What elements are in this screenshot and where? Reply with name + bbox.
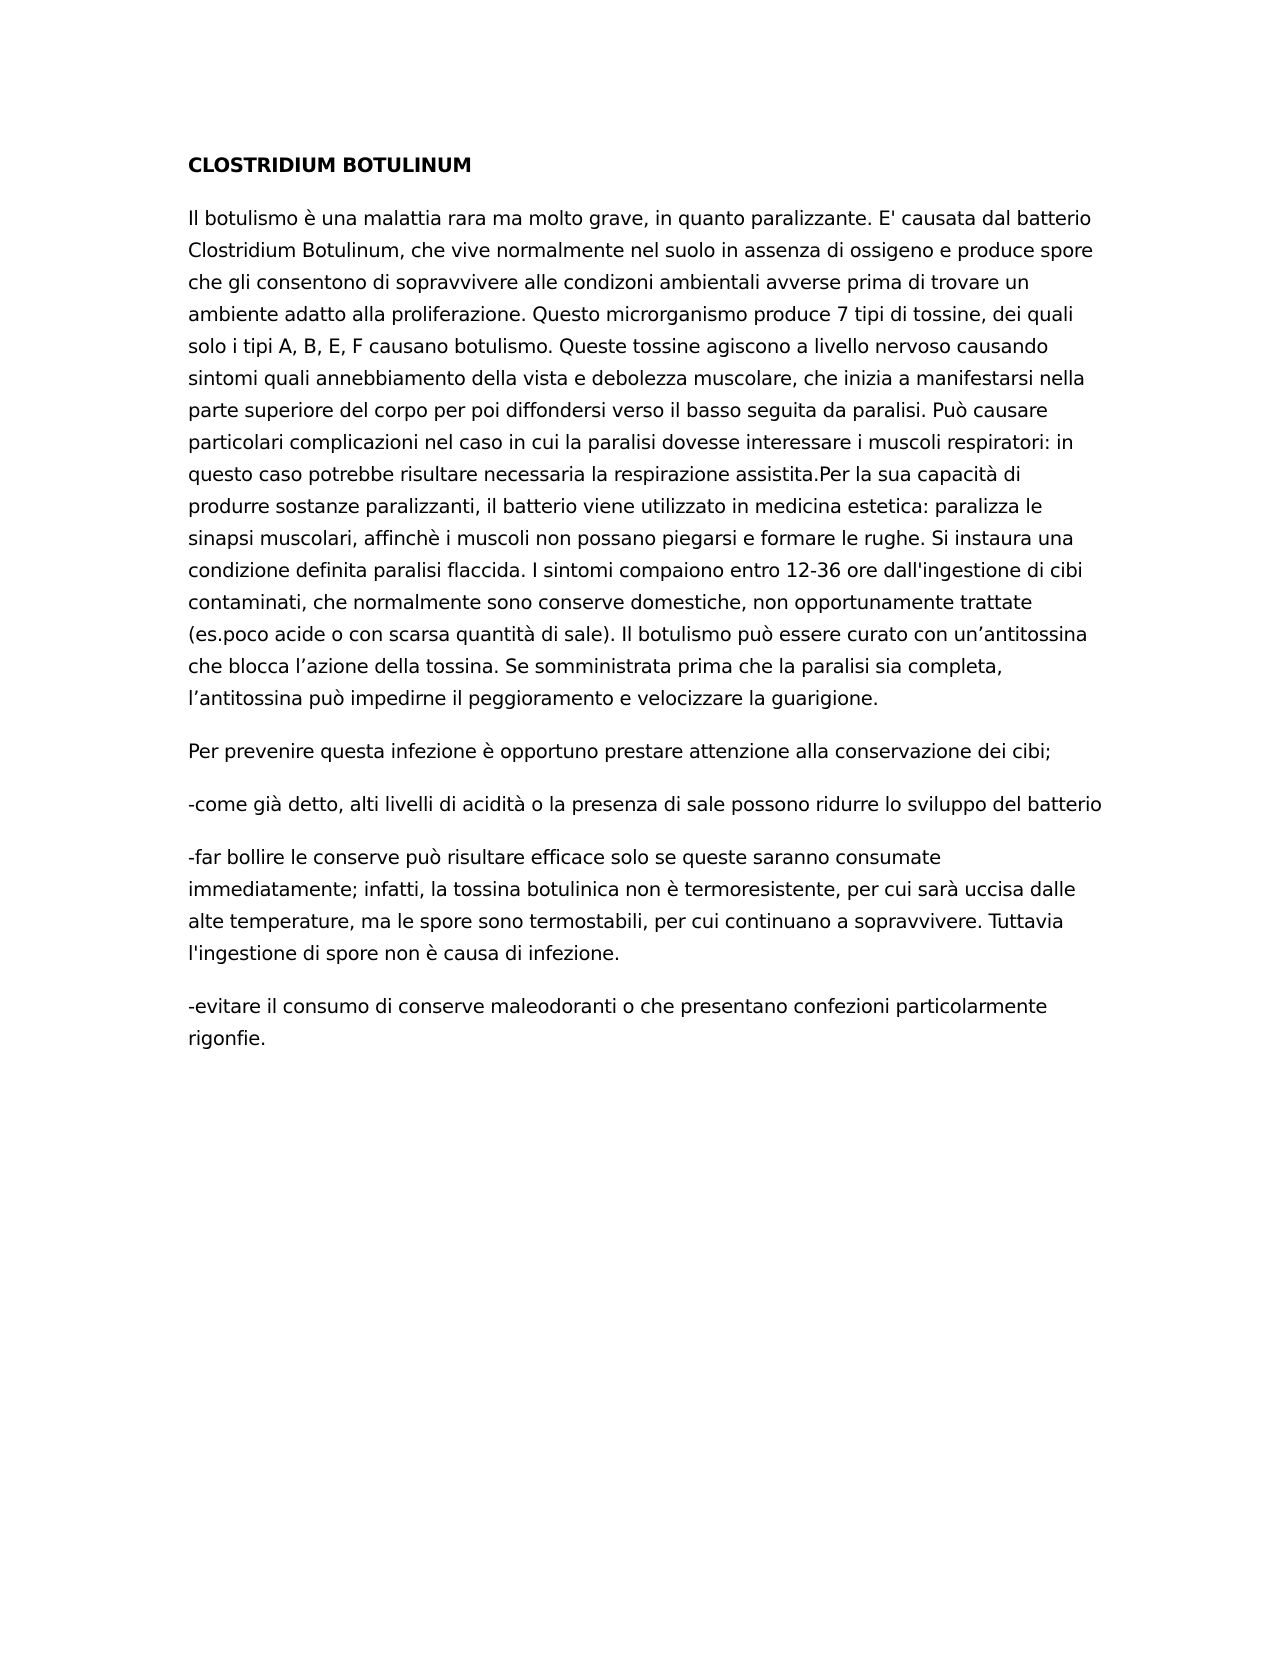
paragraph-prevention: Per prevenire questa infezione è opportuno prestare attenzione alla conservazione dei cibi; [188, 740, 1052, 763]
list-item-acidity: -come già detto, alti livelli di acidità o la presenza di sale possono ridurre lo sviluppo del batterio [188, 793, 1102, 816]
list-item-avoid: -evitare il consumo di conserve maleodoranti o che presentano confezioni particolarmente rigonfie. [188, 995, 1048, 1050]
list-item-boiling: -far bollire le conserve può risultare efficace solo se queste saranno consumate immediatamente; infatti, la tossina botulinica non è termoresistente, per cui sarà uccisa dalle alte temperature, ma le spore sono termostabili, per cui continuano a sopravvivere. Tuttavia l'ingestione di spore non è causa di infezione. [188, 846, 1076, 965]
paragraph-intro: Il botulismo è una malattia rara ma molto grave, in quanto paralizzante. E' causata dal batterio Clostridium Botulinum, che vive normalmente nel suolo in assenza di ossigeno e produce spore che gli consentono di sopravvivere alle condizoni ambientali avverse prima di trovare un ambiente adatto alla proliferazione. Questo microrganismo produce 7 tipi di tossine, dei quali solo i tipi A, B, E, F causano botulismo. Queste tossine agiscono a livello nervoso causando sintomi quali annebbiamento della vista e debolezza muscolare, che inizia a manifestarsi nella parte superiore del corpo per poi diffondersi verso il basso seguita da paralisi. Può causare particolari complicazioni nel caso in cui la paralisi dovesse interessare i muscoli respiratori: in questo caso potrebbe risultare necessaria la respirazione assistita.Per la sua capacità di produrre sostanze paralizzanti, il batterio viene utilizzato in medicina estetica: paralizza le sinapsi muscolari, affinchè i muscoli non possano piegarsi e formare le rughe. Si instaura una condizione definita paralisi flaccida. I sintomi compaiono entro 12-36 ore dall'ingestione di cibi contaminati, che normalmente sono conserve domestiche, non opportunamente trattate (es.poco acide o con scarsa quantità di sale). Il botulismo può essere curato con un’antitossina che blocca l’azione della tossina. Se somministrata prima che la paralisi sia completa, l’antitossina può impedirne il peggioramento e velocizzare la guarigione. [188, 207, 1093, 710]
document-title: CLOSTRIDIUM BOTULINUM [188, 154, 472, 177]
document-body [188, 150, 1103, 1076]
